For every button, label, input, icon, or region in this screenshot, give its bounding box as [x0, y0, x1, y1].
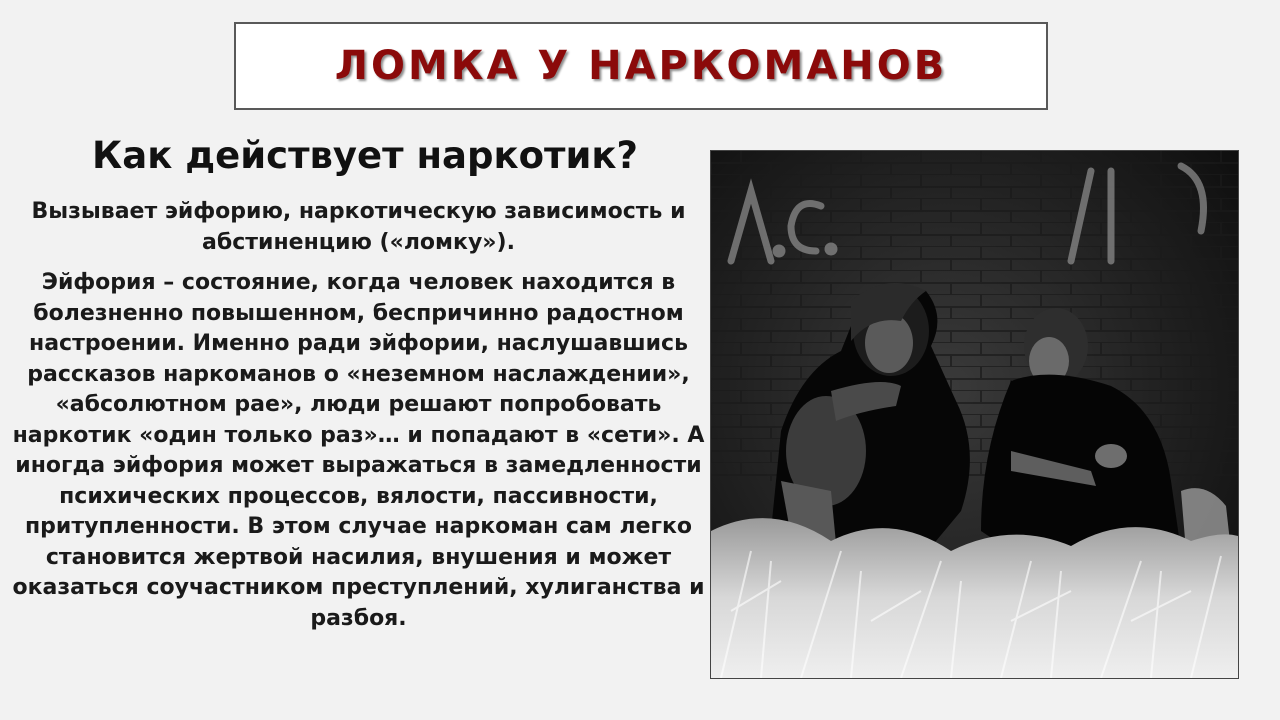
section-heading: Как действует наркотик?	[92, 134, 638, 177]
slide-title: ЛОМКА У НАРКОМАНОВ	[334, 43, 948, 89]
bw-photo-icon	[711, 151, 1238, 678]
slide-photo	[710, 150, 1239, 679]
paragraph-effects: Вызывает эйфорию, наркотическую зависимость и абстиненцию («ломку»).	[31, 199, 686, 255]
paragraph-euphoria: Эйфория – состояние, когда человек находится в болезненно повышенном, беспричинно радостном настроении. Именно ради эйфории, наслушавшись рассказов наркоманов о «неземном наслаждении», «абсолютном рае», люди решают попробовать наркотик «один только раз»… и попадают в «сети». А иногда эйфория может выражаться в замедленности психических процессов, вялости, пассивности, притупленности. В этом случае наркоман сам легко становится жертвой насилия, внушения и может оказаться соучастником преступлений, хулиганства и разбоя.	[12, 270, 705, 631]
slide-title-box	[234, 22, 1048, 110]
